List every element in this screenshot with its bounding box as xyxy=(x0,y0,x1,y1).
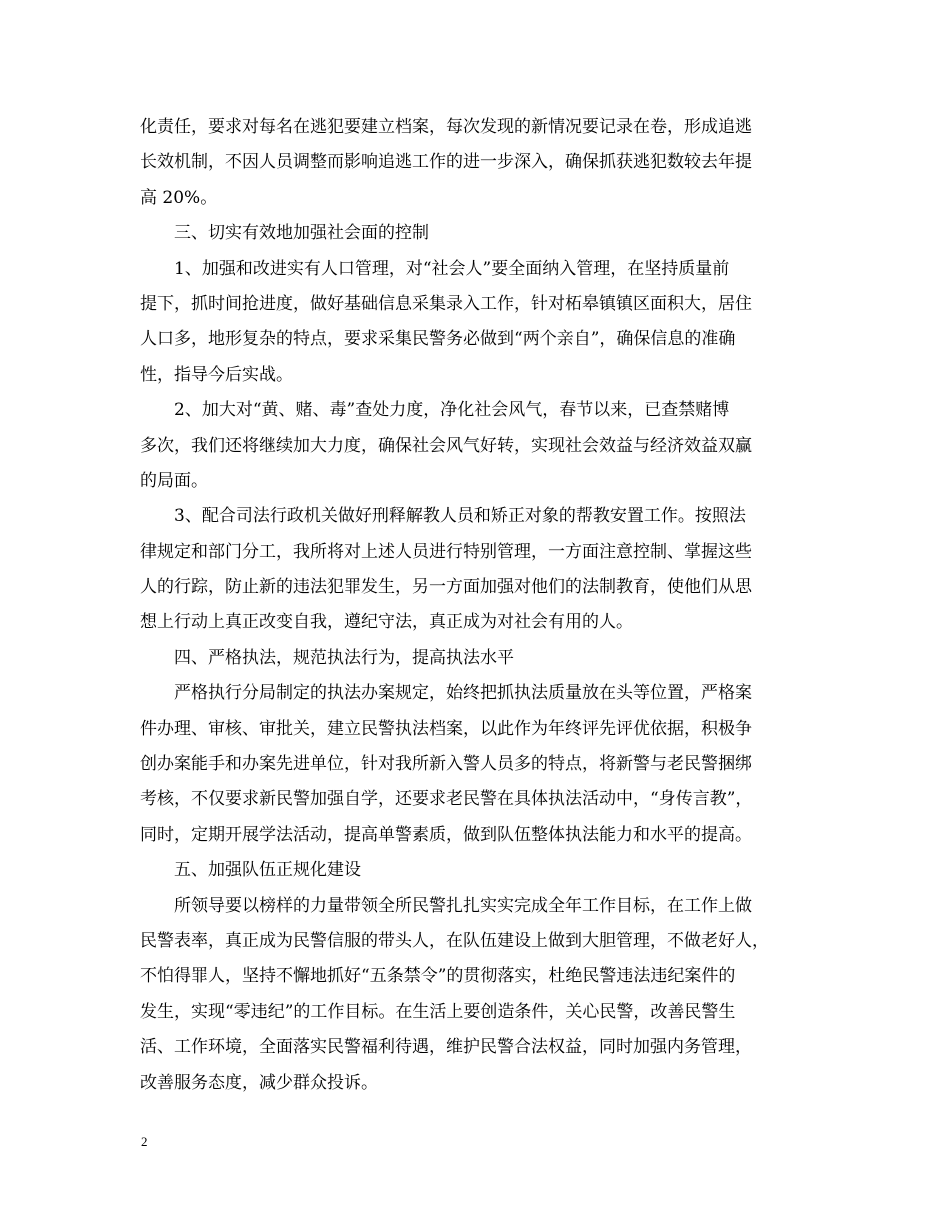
text-line: 人的行踪，防止新的违法犯罪发生，另一方面加强对他们的法制教育，使他们从思 xyxy=(140,577,752,598)
text-line: 的局面。 xyxy=(140,470,208,491)
text-line: 考核，不仅要求新民警加强自学，还要求老民警在具体执法活动中，“身传言教”， xyxy=(140,789,753,810)
text-line: 3、配合司法行政机关做好刑释解教人员和矫正对象的帮教安置工作。按照法 xyxy=(174,506,746,527)
text-line: 所领导要以榜样的力量带领全所民警扎扎实实完成全年工作目标，在工作上做 xyxy=(174,895,752,916)
text-line: 发生，实现“零违纪”的工作目标。在生活上要创造条件，关心民警，改善民警生 xyxy=(140,1001,736,1022)
text-line: 1、加强和改进实有人口管理，对“社会人”要全面纳入管理，在坚持质量前 xyxy=(174,258,730,279)
text-line: 民警表率，真正成为民警信服的带头人，在队伍建设上做到大胆管理，不做老好人， xyxy=(140,930,769,951)
text-line: 三、切实有效地加强社会面的控制 xyxy=(174,223,429,244)
text-line: 律规定和部门分工，我所将对上述人员进行特别管理，一方面注意控制、掌握这些 xyxy=(140,541,752,562)
text-line: 性，指导今后实战。 xyxy=(140,364,293,385)
text-line: 严格执行分局制定的执法办案规定，始终把抓执法质量放在头等位置，严格案 xyxy=(174,683,752,704)
text-line: 提下，抓时间抢进度，做好基础信息采集录入工作，针对柘皋镇镇区面积大，居住 xyxy=(140,293,752,314)
text-line: 高 20%。 xyxy=(140,187,218,208)
text-line: 活、工作环境，全面落实民警福利待遇，维护民警合法权益，同时加强内务管理， xyxy=(140,1037,752,1058)
text-line: 化责任，要求对每名在逃犯要建立档案，每次发现的新情况要记录在卷，形成追逃 xyxy=(140,117,752,137)
text-line: 创办案能手和办案先进单位，针对我所新入警人员多的特点，将新警与老民警捆绑 xyxy=(140,754,752,775)
body-text xyxy=(140,110,830,1101)
text-line: 2、加大对“黄、赌、毒”查处力度，净化社会风气，春节以来，已查禁赌博 xyxy=(174,400,730,421)
text-line: 件办理、审核、审批关，建立民警执法档案，以此作为年终评先评优依据，积极争 xyxy=(140,718,752,739)
text-line: 改善服务态度，减少群众投诉。 xyxy=(140,1072,378,1093)
text-line: 五、加强队伍正规化建设 xyxy=(174,860,361,881)
text-line: 四、严格执法，规范执法行为，提高执法水平 xyxy=(174,647,514,668)
text-line: 想上行动上真正改变自我，遵纪守法，真正成为对社会有用的人。 xyxy=(140,612,633,633)
text-line: 同时，定期开展学法活动，提高单警素质，做到队伍整体执法能力和水平的提高。 xyxy=(140,824,752,845)
text-line: 长效机制，不因人员调整而影响追逃工作的进一步深入，确保抓获逃犯数较去年提 xyxy=(140,152,752,173)
text-line: 人口多，地形复杂的特点，要求采集民警务必做到“两个亲自”，确保信息的准确 xyxy=(140,329,736,350)
text-line: 不怕得罪人，坚持不懈地抓好“五条禁令”的贯彻落实，杜绝民警违法违纪案件的 xyxy=(140,966,736,987)
page-number: 2 xyxy=(141,1134,148,1149)
text-line: 多次，我们还将继续加大力度，确保社会风气好转，实现社会效益与经济效益双赢 xyxy=(140,435,752,456)
